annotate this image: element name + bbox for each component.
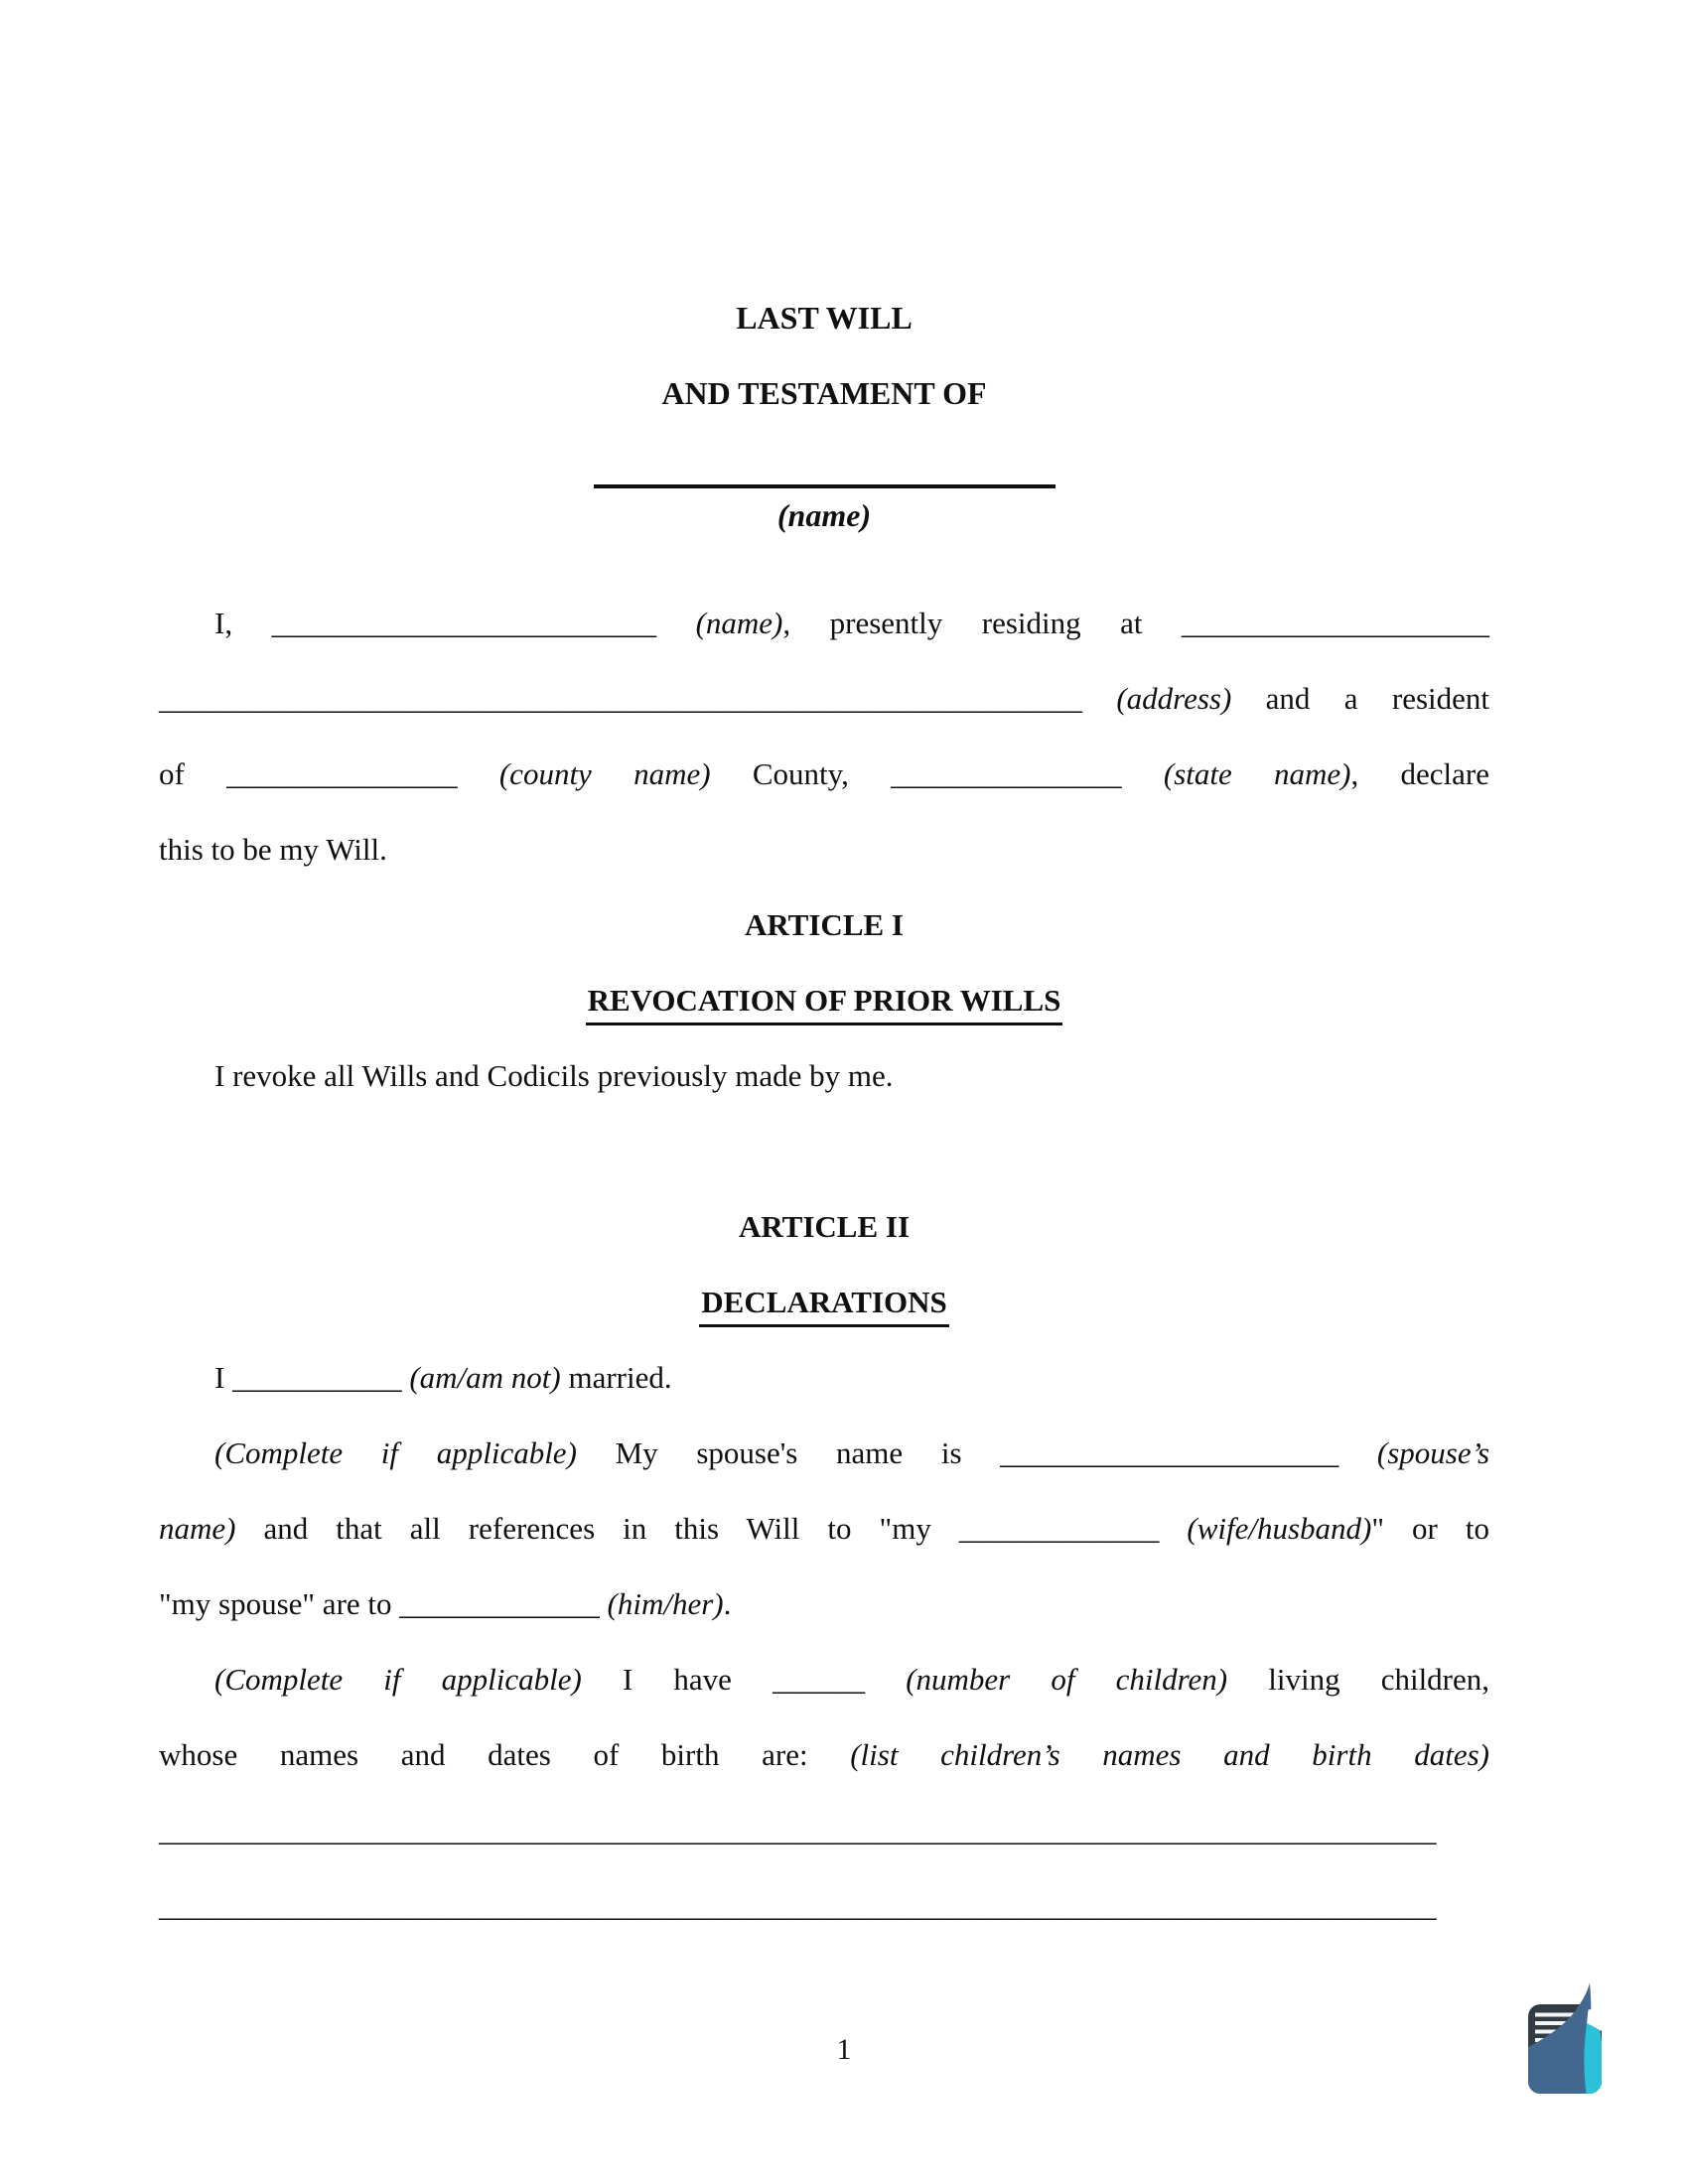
text-segment: ______________________	[1000, 1435, 1339, 1470]
hint-italic-text: (state name)	[1163, 756, 1351, 791]
article-1-subheading	[159, 963, 1489, 1038]
article-2-subheading	[159, 1265, 1489, 1340]
text-segment: ____________________________________________________________	[159, 681, 1082, 716]
revocation-paragraph	[159, 1038, 1489, 1114]
document-content	[159, 280, 1489, 1944]
children-blank-line-2	[159, 1868, 1489, 1944]
text-segment: _______________	[891, 756, 1122, 791]
text-segment	[1159, 1511, 1187, 1546]
text-segment	[1338, 1435, 1377, 1470]
text-segment: _____________	[958, 1511, 1160, 1546]
text-segment: ______	[773, 1662, 866, 1697]
text-segment: ____________________	[1182, 606, 1489, 640]
spacer-line	[159, 1114, 1489, 1189]
hint-italic-text: (spouse’s	[1376, 1435, 1490, 1470]
text-segment: "my spouse" are to	[159, 1586, 400, 1621]
hint-italic-text: (address)	[1116, 681, 1232, 716]
hint-italic-text: (wife/husband)	[1187, 1511, 1372, 1546]
text-segment: " or to	[1371, 1511, 1490, 1546]
underlined-heading-text	[699, 1285, 948, 1327]
text-segment: DECLARATIONS	[701, 1285, 947, 1319]
eforms-logo-icon	[1526, 1982, 1606, 2096]
text-segment: I,	[214, 606, 272, 640]
intro-line-4	[159, 812, 1489, 887]
text-segment: living children,	[1227, 1662, 1490, 1697]
article-1-heading	[159, 887, 1489, 963]
document-body	[159, 586, 1489, 1944]
text-segment: whose names and dates of birth are:	[159, 1737, 851, 1772]
text-segment: ARTICLE II	[738, 1209, 911, 1244]
marital-status-line	[159, 1340, 1489, 1416]
hint-italic-text: (number of children)	[906, 1662, 1228, 1697]
text-segment	[656, 606, 696, 640]
text-segment: of	[159, 756, 227, 791]
children-line-1	[159, 1642, 1489, 1717]
hint-italic-text: (Complete if applicable)	[214, 1435, 577, 1470]
text-segment	[865, 1662, 906, 1697]
page-number: 1	[836, 2033, 852, 2066]
text-segment: ARTICLE I	[745, 907, 904, 942]
text-segment: I have	[581, 1662, 774, 1697]
text-segment: County,	[710, 756, 892, 791]
hint-italic-text: (county name)	[498, 756, 711, 791]
text-segment: _____________	[399, 1586, 600, 1621]
title-block	[159, 280, 1489, 542]
text-segment: this to be my Will.	[159, 832, 387, 867]
intro-line-3	[159, 737, 1489, 812]
hint-italic-text: (him/her)	[607, 1586, 724, 1621]
children-blank-line-1	[159, 1793, 1489, 1868]
text-segment: and a resident	[1231, 681, 1490, 716]
intro-line-1	[159, 586, 1489, 661]
children-line-2	[159, 1717, 1489, 1793]
spouse-line-3	[159, 1567, 1489, 1642]
text-segment: REVOCATION OF PRIOR WILLS	[587, 983, 1061, 1018]
spouse-line-1	[159, 1416, 1489, 1491]
text-segment	[1082, 681, 1116, 716]
testator-name-hint-label: (name)	[776, 497, 872, 533]
hint-italic-text: (am/am not)	[409, 1360, 561, 1395]
text-segment: married.	[560, 1360, 672, 1395]
document-title-line-1: LAST WILL	[736, 300, 913, 336]
text-segment: _______________	[226, 756, 458, 791]
text-segment: ___________	[232, 1360, 402, 1395]
text-segment: , declare	[1350, 756, 1489, 791]
text-segment	[1122, 756, 1164, 791]
document-title-line-2: AND TESTAMENT OF	[661, 375, 987, 411]
hint-italic-text: (name)	[695, 606, 783, 640]
article-2-heading	[159, 1189, 1489, 1265]
spouse-line-2	[159, 1491, 1489, 1567]
text-segment	[458, 756, 499, 791]
text-segment: I	[214, 1360, 233, 1395]
text-segment	[600, 1586, 608, 1621]
hint-italic-text: name)	[159, 1511, 236, 1546]
underlined-heading-text	[586, 983, 1063, 1025]
text-segment: ___________________________________________________________________________________	[159, 1813, 1437, 1847]
text-segment: .	[723, 1586, 732, 1621]
text-segment: My spouse's name is	[576, 1435, 1001, 1470]
text-segment: , presently residing at	[782, 606, 1182, 640]
intro-line-2	[159, 661, 1489, 737]
text-segment: _________________________	[271, 606, 657, 640]
text-segment: and that all references in this Will to "my	[235, 1511, 959, 1546]
text-segment: I revoke all Wills and Codicils previously made by me.	[214, 1058, 894, 1093]
text-segment: ___________________________________________________________________________________	[159, 1888, 1437, 1923]
hint-italic-text: (list children’s names and birth dates)	[850, 1737, 1489, 1772]
hint-italic-text: (Complete if applicable)	[214, 1662, 582, 1697]
